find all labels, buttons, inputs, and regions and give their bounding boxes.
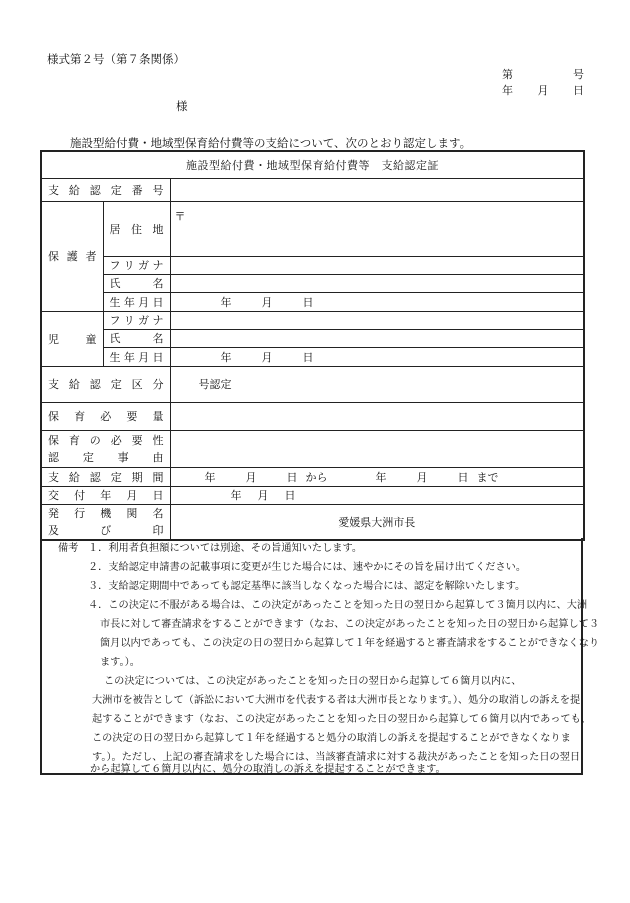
appeal-line-4: この決定の日の翌日から起算して１年を経過すると処分の取消しの訴えを提起することができなくなりま <box>92 733 571 744</box>
guardian-birthdate-value[interactable] <box>170 292 584 311</box>
category-label: 支給認定区分 <box>41 366 170 402</box>
note-4-line-2: 市長に対して審査請求をすることができます（なお、この決定があったことを知った日の翌日から起算して３ <box>100 619 600 630</box>
child-furigana-value[interactable] <box>170 311 584 329</box>
certificate-title: 施設型給付費・地域型保育給付費等 支給認定証 <box>41 151 584 178</box>
address-value[interactable] <box>170 201 584 256</box>
guardian-name-value[interactable] <box>170 274 584 292</box>
year-unit: 年 <box>230 489 242 502</box>
note-4-line-4: ます。）。 <box>100 657 140 668</box>
period-label: 支給認定期間 <box>41 467 170 486</box>
note-2: ２．支給認定申請書の記載事項に変更が生じた場合には、速やかにその旨を届け出てください。 <box>88 562 527 573</box>
guardian-furigana-value[interactable] <box>170 256 584 274</box>
issuer-line-2: 及び印 <box>48 523 164 537</box>
certificate-table <box>40 150 585 541</box>
guardian-birthdate-label: 生年月日 <box>103 292 170 311</box>
month-label: 月 <box>537 84 549 97</box>
day-unit: 日 <box>302 295 314 309</box>
month-unit: 月 <box>416 470 428 484</box>
day-unit: 日 <box>284 489 296 502</box>
notes-label: 備考 <box>58 543 79 554</box>
year-label: 年 <box>502 84 513 97</box>
child-birthdate-value[interactable] <box>170 347 584 366</box>
month-unit: 月 <box>261 350 273 364</box>
child-birthdate-label: 生年月日 <box>103 347 170 366</box>
month-unit: 月 <box>245 470 257 484</box>
day-unit: 日 <box>457 470 469 484</box>
cert-number-value[interactable] <box>170 178 584 201</box>
year-unit: 年 <box>220 295 232 309</box>
guardian-name-label: 氏名 <box>103 274 170 292</box>
year-unit: 年 <box>375 470 387 484</box>
guardian-label: 保護者 <box>41 201 103 311</box>
category-value[interactable]: 号認定 <box>170 366 584 402</box>
number-prefix: 第 <box>502 68 513 81</box>
need-reason-line-1: 保育の必要性 <box>48 433 164 447</box>
document-number <box>502 66 584 82</box>
child-name-value[interactable] <box>170 329 584 347</box>
child-label: 児童 <box>41 311 103 366</box>
issuer-value: 愛媛県大洲市長 <box>170 504 584 540</box>
need-reason-value[interactable] <box>170 430 584 467</box>
cert-number-label: 支給認定番号 <box>41 178 170 201</box>
appeal-line-6: から起算して６箇月以内に、処分の取消しの訴えを提起することができます。 <box>90 764 446 775</box>
period-value[interactable] <box>170 467 584 486</box>
year-unit: 年 <box>204 470 216 484</box>
day-label: 日 <box>573 84 584 97</box>
issue-date-label: 交付年月日 <box>41 486 170 504</box>
year-unit: 年 <box>220 350 232 364</box>
appeal-line-1: この決定については、この決定があったことを知った日の翌日から起算して６箇月以内に、 <box>104 676 522 687</box>
guardian-furigana-label: フリガナ <box>103 256 170 274</box>
note-4-line-1: ４．この決定に不服がある場合は、この決定があったことを知った日の翌日から起算して３箇月以内に、大洲 <box>88 600 588 611</box>
day-unit: 日 <box>302 350 314 364</box>
addressee-suffix: 様 <box>176 99 188 113</box>
appeal-line-2: 大洲市を被告として（訴訟において大洲市を代表する者は大洲市長となります。）、処分の取消しの訴えを提 <box>92 695 581 706</box>
child-name-label: 氏名 <box>103 329 170 347</box>
address-label: 居住地 <box>103 201 170 256</box>
appeal-line-5: す。）。ただし、上記の審査請求をした場合には、当該審査請求に対する裁決があったことを知った日の翌日 <box>92 752 581 763</box>
issuer-label <box>41 504 170 540</box>
notes-section <box>40 538 600 775</box>
issue-date-value[interactable] <box>170 486 584 504</box>
number-suffix: 号 <box>573 68 584 81</box>
form-number-label: 様式第２号（第７条関係） <box>47 52 185 66</box>
note-1: １．利用者負担額については別途、その旨通知いたします。 <box>88 543 363 554</box>
note-4-line-3: 箇月以内であっても、この決定の日の翌日から起算して１年を経過すると審査請求をすることができなくなり <box>100 638 600 649</box>
intro-text: 施設型給付費・地域型保育給付費等の支給について、次のとおり認定します。 <box>70 136 472 150</box>
appeal-line-3: 起することができます（なお、この決定があったことを知った日の翌日から起算して６箇月以内であっても、 <box>92 714 591 725</box>
postal-mark: 〒 <box>174 209 186 223</box>
until-label: まで <box>476 470 499 484</box>
day-unit: 日 <box>286 470 298 484</box>
issuer-line-1: 発行機関名 <box>48 506 164 520</box>
from-label: から <box>305 470 328 484</box>
need-level-value[interactable] <box>170 402 584 430</box>
need-reason-label <box>41 430 170 467</box>
need-level-label: 保育必要量 <box>41 402 170 430</box>
month-unit: 月 <box>257 489 269 502</box>
month-unit: 月 <box>261 295 273 309</box>
need-reason-line-2: 認定事由 <box>48 450 164 464</box>
note-3: ３．支給認定期間中であっても認定基準に該当しなくなった場合には、認定を解除いたします。 <box>88 581 526 592</box>
issue-date-header <box>502 82 584 98</box>
child-furigana-label: フリガナ <box>103 311 170 329</box>
